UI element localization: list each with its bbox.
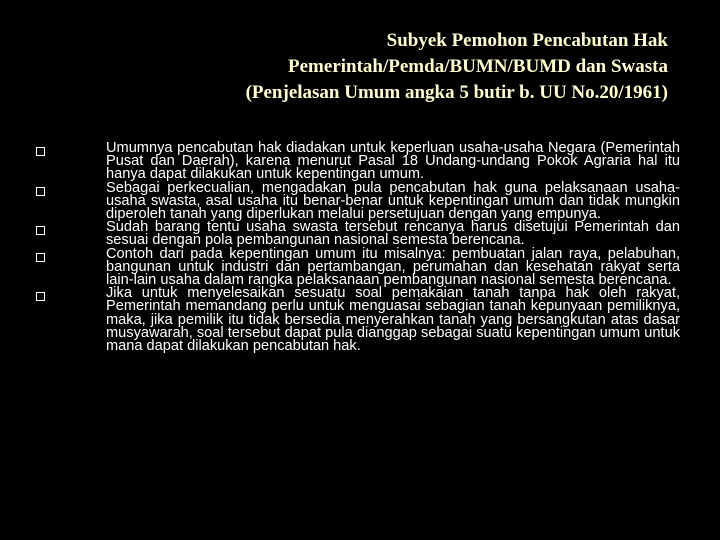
bullet-item (30, 179, 680, 223)
bullet-text: Sudah barang tentu usaha swasta tersebut rencanya harus disetujui Pemerintah dan sesuai dengan pola pembangunan nasional semesta berencana. (106, 219, 680, 249)
title-line-3: (Penjelasan Umum angka 5 butir b. UU No.20/1961) (245, 82, 668, 103)
bullet-item (30, 142, 680, 182)
hollow-square-bullet-icon (36, 226, 45, 235)
hollow-square-bullet-icon (36, 292, 45, 301)
bullet-text: Sebagai perkecualian, mengadakan pula pencabutan hak guna pelaksanaan usaha-usaha swasta, asal usaha itu benar-benar untuk kepentingan umum dan tidak mungkin diperoleh tanah yang diperlukan melalui persetujuan dengan yang empunya. (106, 179, 680, 223)
bullet-item (30, 221, 680, 247)
hollow-square-bullet-icon (36, 147, 45, 156)
hollow-square-bullet-icon (36, 187, 45, 196)
bullet-item (30, 287, 680, 353)
bullet-text: Umumnya pencabutan hak diadakan untuk keperluan usaha-usaha Negara (Pemerintah Pusat dan Daerah), karena menurut Pasal 18 Undang-undang Pokok Agraria hal itu hanya dapat dilakukan untuk kepentingan umum. (106, 140, 680, 183)
bullet-item (30, 245, 680, 289)
slide-title (108, 28, 668, 106)
bullet-text: Contoh dari pada kepentingan umum itu misalnya: pembuatan jalan raya, pelabuhan, bangunan untuk industri dan pertambangan, perumahan dan kesehatan rakyat serta lain-lain usaha dalam rangka pelaksanaan pembangunan nasional semesta berencana. (106, 245, 680, 289)
hollow-square-bullet-icon (36, 253, 45, 262)
title-line-1: Subyek Pemohon Pencabutan Hak (386, 30, 668, 51)
title-line-2: Pemerintah/Pemda/BUMN/BUMD dan Swasta (288, 56, 668, 77)
bullet-list (30, 142, 680, 353)
bullet-text: Jika untuk menyelesaikan sesuatu soal pemakaian tanah tanpa hak oleh rakyat, Pemerintah memandang perlu untuk menguasai sebagian tanah kepunyaan pemiliknya, maka, jika pemilik itu tidak bersedia menyerahkan tanah yang bersangkutan atas dasar musyawarah, soal tersebut dapat pula dianggap sebagai suatu kepentingan umum untuk mana dapat dilakukan pencabutan hak. (106, 285, 680, 355)
